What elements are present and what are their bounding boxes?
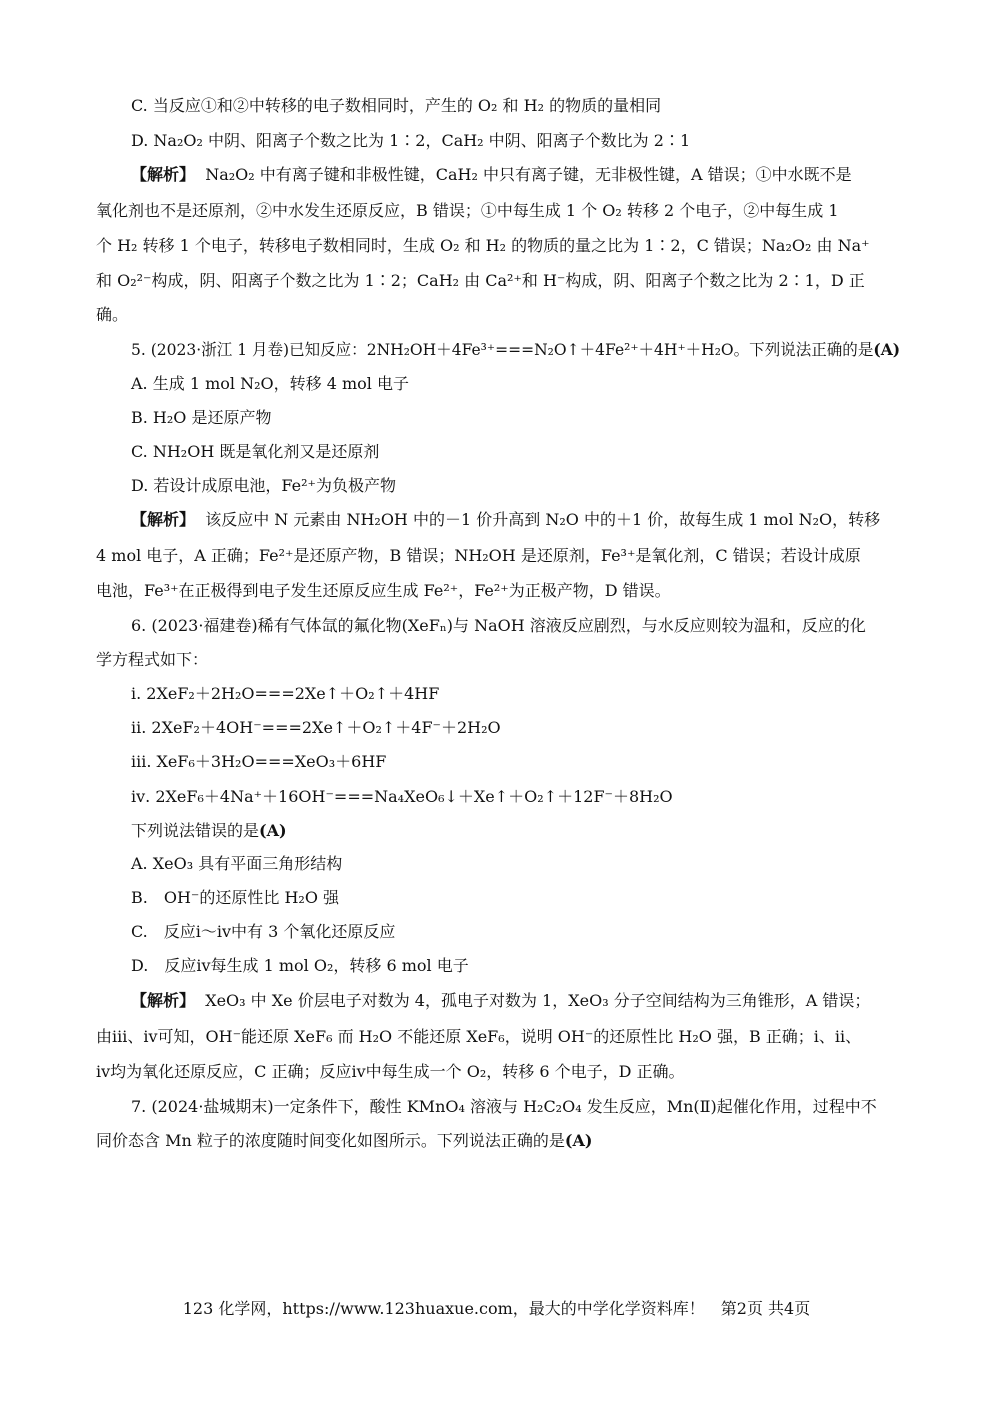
option-c-q6: C. 反应ⅰ～ⅳ中有 3 个氧化还原反应: [131, 922, 396, 941]
answer-label: (A): [873, 340, 901, 359]
question-7-line2: [96, 1130, 592, 1152]
analysis-q4-line1: [131, 164, 852, 186]
analysis-text: Na₂O₂ 中有离子键和非极性键，CaH₂ 中只有离子键，无非极性键，A 错误；①中水既不是: [205, 165, 852, 184]
question-6-stem: [131, 820, 287, 842]
analysis-q5-line3: 电池，Fe³⁺在正极得到电子发生还原反应生成 Fe²⁺，Fe²⁺为正极产物，D 错误。: [96, 581, 671, 600]
option-d-q4: D. Na₂O₂ 中阴、阳离子个数之比为 1∶2，CaH₂ 中阴、阳离子个数比为 2∶1: [131, 131, 691, 150]
question-text: 下列说法错误的是: [131, 821, 260, 840]
analysis-q4-line3: 个 H₂ 转移 1 个电子，转移电子数相同时，生成 O₂ 和 H₂ 的物质的量之比为 1∶2，C 错误；Na₂O₂ 由 Na⁺: [96, 236, 870, 255]
analysis-q4-line4: 和 O₂²⁻构成，阴、阳离子个数之比为 1∶2；CaH₂ 由 Ca²⁺和 H⁻构成，阴、阳离子个数之比为 2∶1，D 正: [96, 271, 865, 290]
option-d-q6: D. 反应ⅳ每生成 1 mol O₂，转移 6 mol 电子: [131, 956, 469, 975]
reaction-iv: ⅳ. 2XeF₆＋4Na⁺＋16OH⁻===Na₄XeO₆↓＋Xe↑＋O₂↑＋12F⁻＋8H₂O: [131, 787, 673, 806]
analysis-tag: 【解析】: [131, 991, 196, 1010]
reaction-iii: ⅲ. XeF₆＋3H₂O===XeO₃＋6HF: [131, 752, 387, 771]
answer-label: (A): [259, 821, 287, 840]
reaction-ii: ⅱ. 2XeF₂＋4OH⁻===2Xe↑＋O₂↑＋4F⁻＋2H₂O: [131, 718, 501, 737]
question-text: 同价态含 Mn 粒子的浓度随时间变化如图所示。下列说法正确的是: [96, 1131, 565, 1150]
analysis-q6-line3: ⅳ均为氧化还原反应，C 正确；反应ⅳ中每生成一个 O₂，转移 6 个电子，D 正确。: [96, 1062, 685, 1081]
question-text: 5. (2023·浙江 1 月卷)已知反应：2NH₂OH＋4Fe³⁺===N₂O↑＋4Fe²⁺＋4H⁺＋H₂O。下列说法正确的是: [131, 340, 874, 359]
analysis-text: XeO₃ 中 Xe 价层电子对数为 4，孤电子对数为 1，XeO₃ 分子空间结构为三角锥形，A 错误；: [205, 991, 871, 1010]
analysis-q6-line2: 由ⅲ、ⅳ可知，OH⁻能还原 XeF₆ 而 H₂O 不能还原 XeF₆，说明 OH⁻的还原性比 H₂O 强，B 正确；ⅰ、ⅱ、: [96, 1027, 862, 1046]
analysis-tag: 【解析】: [131, 510, 196, 529]
analysis-q6-line1: [131, 990, 870, 1012]
option-a-q6: A. XeO₃ 具有平面三角形结构: [131, 854, 343, 873]
analysis-q5-line1: [131, 509, 880, 531]
analysis-text: 该反应中 N 元素由 NH₂OH 中的－1 价升高到 N₂O 中的＋1 价，故每生成 1 mol N₂O，转移: [205, 510, 881, 529]
analysis-q4-line5: 确。: [96, 305, 129, 324]
option-d-q5: D. 若设计成原电池，Fe²⁺为负极产物: [131, 476, 396, 495]
analysis-q5-line2: 4 mol 电子，A 正确；Fe²⁺是还原产物，B 错误；NH₂OH 是还原剂，Fe³⁺是氧化剂，C 错误；若设计成原: [96, 546, 861, 565]
question-7-line1: 7. (2024·盐城期末)一定条件下，酸性 KMnO₄ 溶液与 H₂C₂O₄ 发生反应，Mn(Ⅱ)起催化作用，过程中不: [131, 1097, 877, 1116]
option-b-q6: B. OH⁻的还原性比 H₂O 强: [131, 888, 340, 907]
answer-label: (A): [564, 1131, 593, 1150]
analysis-tag: 【解析】: [131, 165, 196, 184]
question-6-line2: 学方程式如下：: [96, 650, 209, 669]
question-5-stem: [131, 339, 900, 361]
option-a-q5: A. 生成 1 mol N₂O，转移 4 mol 电子: [131, 374, 409, 393]
reaction-i: ⅰ. 2XeF₂＋2H₂O===2Xe↑＋O₂↑＋4HF: [131, 684, 440, 703]
question-6-line1: 6. (2023·福建卷)稀有气体氙的氟化物(XeFₙ)与 NaOH 溶液反应剧烈，与水反应则较为温和，反应的化: [131, 616, 866, 635]
page-footer: 123 化学网，https://www.123huaxue.com，最大的中学化学资料库！ 第2页 共4页: [182, 1299, 811, 1318]
option-c-q5: C. NH₂OH 既是氧化剂又是还原剂: [131, 442, 380, 461]
option-c-q4: C. 当反应①和②中转移的电子数相同时，产生的 O₂ 和 H₂ 的物质的量相同: [131, 96, 662, 115]
option-b-q5: B. H₂O 是还原产物: [131, 408, 272, 427]
analysis-q4-line2: 氧化剂也不是还原剂，②中水发生还原反应，B 错误；①中每生成 1 个 O₂ 转移 2 个电子，②中每生成 1: [96, 201, 839, 220]
